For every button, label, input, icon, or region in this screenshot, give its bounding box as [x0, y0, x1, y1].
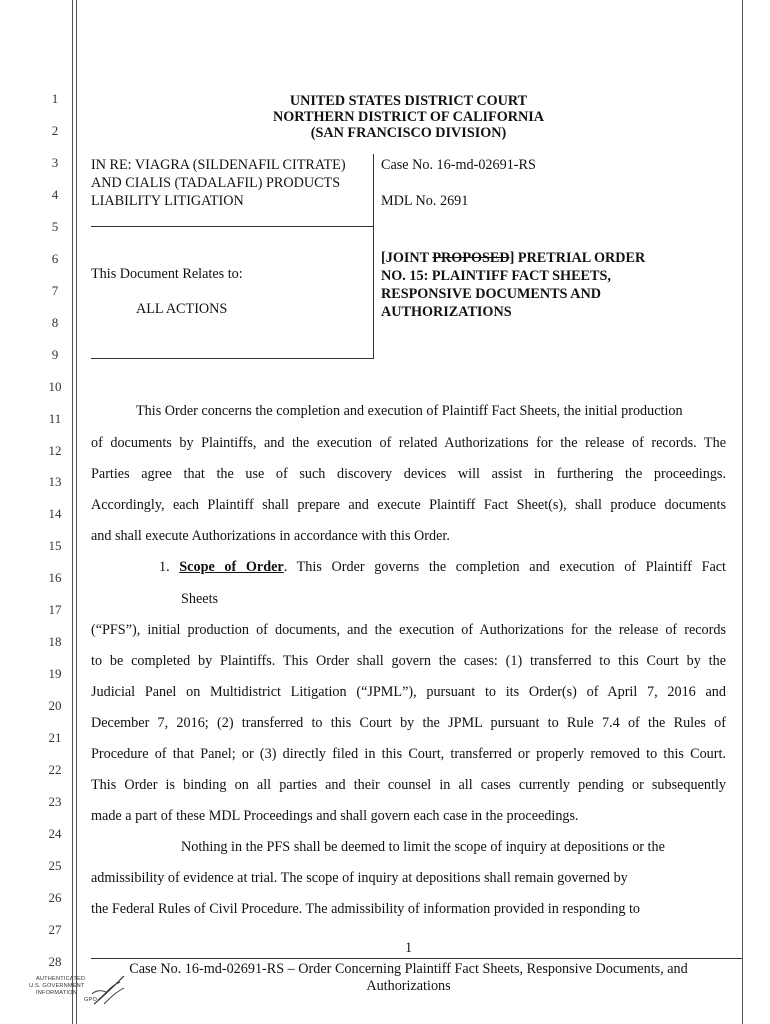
body-line-24: made a part of these MDL Proceedings and shall govern each case in the proceedings.	[91, 808, 579, 824]
line-number: 24	[48, 826, 62, 841]
case-number: Case No. 16-md-02691-RS	[381, 157, 536, 173]
caption-divider	[91, 226, 373, 227]
footer-rule	[91, 958, 742, 959]
page-number: 1	[404, 940, 413, 956]
line-number: 16	[48, 570, 62, 585]
body-line-14: Accordingly, each Plaintiff shall prepare and execute Plaintiff Fact Sheet(s), shall produce documents	[91, 497, 726, 513]
line-number: 20	[48, 698, 62, 713]
court-district: NORTHERN DISTRICT OF CALIFORNIA	[272, 109, 545, 125]
line-number: 25	[48, 858, 62, 873]
eagle-emblem-icon	[90, 974, 128, 1008]
caption-bottom-rule	[91, 358, 373, 359]
seal-line2: U.S. GOVERNMENT	[29, 983, 85, 989]
line-number: 18	[48, 634, 62, 649]
order-title-line3: RESPONSIVE DOCUMENTS AND	[381, 286, 601, 302]
left-margin-rule-inner	[76, 0, 77, 1024]
line-number: 13	[48, 474, 62, 489]
body-line-27: the Federal Rules of Civil Procedure. The admissibility of information provided in responding to	[91, 901, 641, 917]
caption-in-re-line3: LIABILITY LITIGATION	[91, 193, 244, 209]
line-number: 5	[51, 219, 59, 234]
body-line-15: and shall execute Authorizations in accordance with this Order.	[91, 528, 450, 544]
body-line-25: Nothing in the PFS shall be deemed to limit the scope of inquiry at depositions or the	[181, 839, 665, 855]
section-heading: Scope of Order	[179, 559, 284, 575]
body-line-21: December 7, 2016; (2) transferred to this Court by the JPML pursuant to Rule 7.4 of the Rules of	[91, 715, 726, 731]
line-number: 6	[51, 251, 59, 266]
line-number: 22	[48, 762, 62, 777]
caption-all-actions: ALL ACTIONS	[136, 301, 228, 317]
caption-relates-to: This Document Relates to:	[91, 266, 243, 282]
line-number: 27	[48, 922, 62, 937]
line-number: 23	[48, 794, 62, 809]
line-number: 21	[48, 730, 62, 745]
line-number: 12	[48, 443, 62, 458]
seal-line4: GPO	[84, 997, 98, 1003]
line-number: 19	[48, 666, 62, 681]
body-line-26: admissibility of evidence at trial. The scope of inquiry at depositions shall remain governed by	[91, 870, 628, 886]
gpo-authentication-seal	[18, 974, 128, 1014]
line-number: 28	[48, 954, 62, 969]
line-number: 14	[48, 506, 62, 521]
body-line-13: Parties agree that the use of such discovery devices will assist in furthering the proceedings.	[91, 466, 726, 482]
order-title-suffix: ] PRETRIAL ORDER	[509, 250, 646, 266]
line-number: 2	[51, 123, 59, 138]
right-margin-rule	[742, 0, 743, 1024]
line-number: 17	[48, 602, 62, 617]
section-heading-rest: . This Order governs the completion and execution of Plaintiff Fact	[283, 559, 726, 575]
footer-line2: Authorizations	[366, 978, 451, 994]
order-title-line2: NO. 15: PLAINTIFF FACT SHEETS,	[381, 268, 611, 284]
line-number: 3	[51, 155, 59, 170]
order-title-prefix: [JOINT	[381, 250, 433, 266]
body-line-20: Judicial Panel on Multidistrict Litigation (“JPML”), pursuant to its Order(s) of April 7, 2016 and	[91, 684, 726, 700]
line-number: 4	[51, 187, 59, 202]
body-line-18: (“PFS”), initial production of documents, and the execution of Authorizations for the release of records	[91, 622, 726, 638]
body-line-11: This Order concerns the completion and execution of Plaintiff Fact Sheets, the initial production	[136, 403, 683, 419]
order-title-line1	[381, 250, 645, 267]
left-margin-rule	[72, 0, 73, 1024]
line-number: 9	[51, 347, 59, 362]
caption-vertical-rule	[373, 154, 374, 359]
line-number: 26	[48, 890, 62, 905]
line-number: 11	[48, 411, 62, 426]
seal-line3: INFORMATION	[36, 990, 77, 996]
line-number: 10	[48, 379, 62, 394]
body-line-12: of documents by Plaintiffs, and the execution of related Authorizations for the release of records. The	[91, 435, 726, 451]
caption-in-re-line1: IN RE: VIAGRA (SILDENAFIL CITRATE)	[91, 157, 346, 173]
line-number: 8	[51, 315, 59, 330]
section-number: 1.	[159, 559, 170, 575]
court-division: (SAN FRANCISCO DIVISION)	[310, 125, 507, 141]
order-title-struck-word: PROPOSED	[432, 250, 510, 266]
footer-line1: Case No. 16-md-02691-RS – Order Concerning Plaintiff Fact Sheets, Responsive Documents, and	[129, 961, 688, 977]
body-line-22: Procedure of that Panel; or (3) directly filed in this Court, transferred or properly removed to this Court.	[91, 746, 726, 762]
body-line-17: Sheets	[181, 591, 219, 607]
line-number: 15	[48, 538, 62, 553]
body-line-19: to be completed by Plaintiffs. This Order shall govern the cases: (1) transferred to this Court by the	[91, 653, 726, 669]
caption-in-re-line2: AND CIALIS (TADALAFIL) PRODUCTS	[91, 175, 341, 191]
body-line-23: This Order is binding on all parties and their counsel in all cases currently pending or subsequently	[91, 777, 726, 793]
section-1-heading-line	[159, 559, 726, 576]
court-name: UNITED STATES DISTRICT COURT	[289, 93, 528, 109]
mdl-number: MDL No. 2691	[381, 193, 469, 209]
line-number: 1	[51, 91, 59, 106]
order-title-line4: AUTHORIZATIONS	[381, 304, 512, 320]
seal-line1: AUTHENTICATED	[36, 976, 86, 982]
line-number: 7	[51, 283, 59, 298]
